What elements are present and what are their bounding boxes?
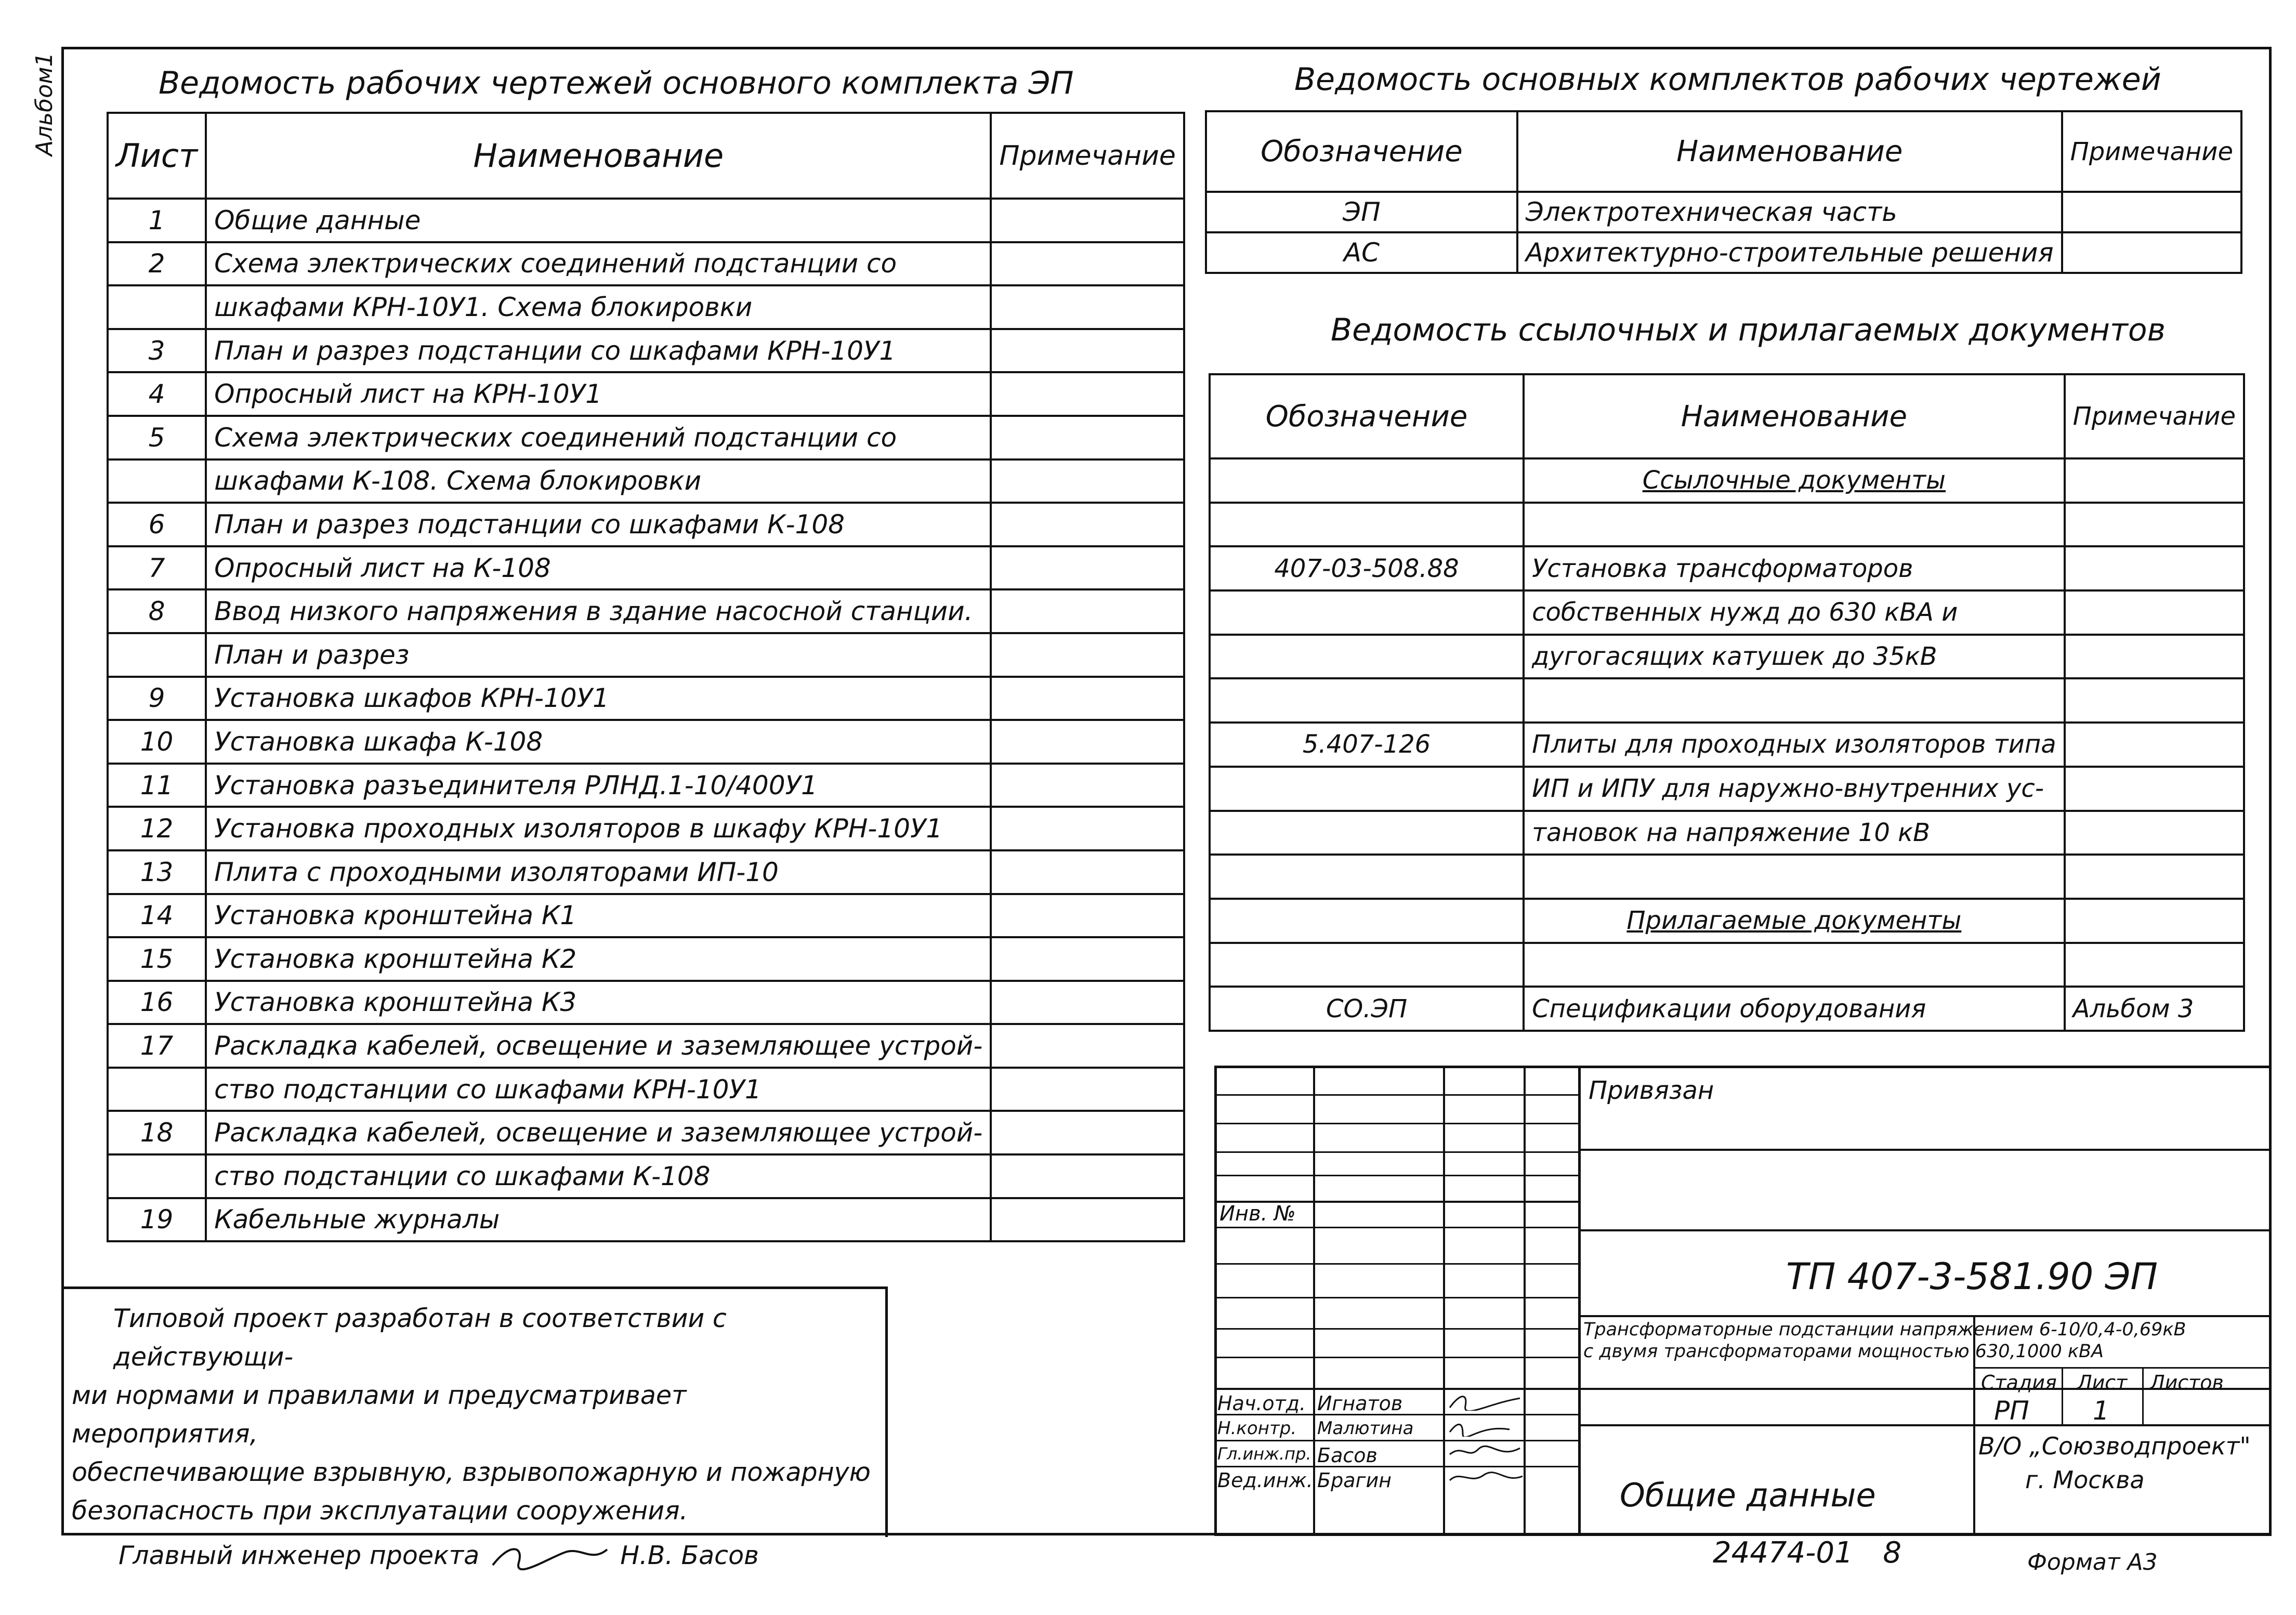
cell-note	[991, 503, 1184, 546]
table-row	[1210, 503, 2244, 547]
header-sheet: Лист	[108, 113, 206, 199]
cell-note	[991, 807, 1184, 850]
cell-note	[2065, 458, 2244, 503]
cell-note	[991, 329, 1184, 373]
cell-note	[991, 459, 1184, 503]
sheets-label: Листов	[2150, 1371, 2224, 1394]
cell-name	[1524, 855, 2065, 899]
ref-docs-table	[1209, 373, 2245, 1032]
project-description-1: Трансформаторные подстанции напряжением 6-10/0,4-0,69кВ	[1583, 1319, 2186, 1340]
cell-note	[991, 981, 1184, 1025]
staff-name: Игнатов	[1317, 1392, 1403, 1415]
table-row	[108, 372, 1184, 416]
cell-note	[991, 633, 1184, 677]
cell-first: 9	[108, 677, 206, 720]
cell-note	[2065, 943, 2244, 987]
cell-first: 13	[108, 850, 206, 894]
header-name: Наименование	[1517, 111, 2062, 192]
cell-name: Установка кронштейна К3	[206, 981, 991, 1025]
cell-name: Плита с проходными изоляторами ИП-10	[206, 850, 991, 894]
album-side-label: Альбом1	[31, 52, 58, 156]
table-row	[108, 242, 1184, 286]
cell-name: Кабельные журналы	[206, 1198, 991, 1242]
cell-name: Схема электрических соединений подстанции со	[206, 242, 991, 286]
cell-note	[2065, 811, 2244, 855]
cell-note	[2065, 590, 2244, 635]
cell-first	[1210, 590, 1524, 635]
table-row	[108, 807, 1184, 850]
table-row	[108, 459, 1184, 503]
cell-note	[991, 589, 1184, 633]
cell-first: АС	[1206, 232, 1517, 273]
cell-note	[2062, 192, 2241, 232]
cell-name: Общие данные	[206, 199, 991, 242]
signature-icon	[1447, 1444, 1525, 1462]
table-row	[1210, 899, 2244, 943]
table-row	[1210, 855, 2244, 899]
cell-first	[1210, 503, 1524, 547]
note-line: безопасность при эксплуатации сооружения.	[72, 1496, 688, 1526]
table-row	[108, 1024, 1184, 1068]
staff-role: Гл.инж.пр.	[1217, 1444, 1311, 1464]
cell-first	[1210, 458, 1524, 503]
drawing-list-title: Ведомость рабочих чертежей основного комплекта ЭП	[159, 65, 1074, 101]
cell-first	[1210, 943, 1524, 987]
staff-role: Вед.инж.	[1217, 1469, 1313, 1492]
cell-note	[2065, 767, 2244, 811]
table-row	[108, 981, 1184, 1025]
archive-page: 8	[1883, 1536, 1902, 1570]
staff-name: Брагин	[1317, 1469, 1392, 1492]
cell-name: собственных нужд до 630 кВА и	[1524, 590, 2065, 635]
cell-first	[1210, 678, 1524, 723]
cell-name: Ввод низкого напряжения в здание насосной станции.	[206, 589, 991, 633]
table-row	[108, 633, 1184, 677]
cell-first: 3	[108, 329, 206, 373]
staff-name: Басов	[1317, 1444, 1377, 1467]
stage-label: Стадия	[1981, 1371, 2057, 1394]
cell-first: 7	[108, 546, 206, 590]
signature-icon	[1447, 1393, 1525, 1411]
cell-first: 17	[108, 1024, 206, 1068]
cell-note	[991, 1068, 1184, 1111]
cell-name: Раскладка кабелей, освещение и заземляющее устрой-	[206, 1111, 991, 1154]
cell-name: Установка кронштейна К1	[206, 894, 991, 938]
cell-name: Схема электрических соединений подстанции со	[206, 416, 991, 459]
header-note: Примечание	[2062, 111, 2241, 192]
table-row	[108, 546, 1184, 590]
staff-role: Нач.отд.	[1217, 1392, 1306, 1415]
cell-first: 5.407-126	[1210, 723, 1524, 767]
table-row	[108, 894, 1184, 938]
cell-note: Альбом 3	[2065, 987, 2244, 1031]
cell-note	[2065, 678, 2244, 723]
table-row	[108, 1154, 1184, 1198]
cell-name	[1524, 503, 2065, 547]
cell-note	[991, 372, 1184, 416]
chief-engineer-label: Главный инженер проекта	[119, 1541, 480, 1570]
organization-city: г. Москва	[2025, 1466, 2145, 1494]
main-sets-title: Ведомость основных комплектов рабочих чертежей	[1294, 61, 2161, 98]
cell-note	[991, 242, 1184, 286]
signature-icon	[1447, 1419, 1525, 1437]
cell-note	[991, 850, 1184, 894]
table-row	[108, 589, 1184, 633]
drawing-list-table	[107, 112, 1185, 1242]
cell-note	[991, 937, 1184, 981]
cell-name: шкафами КРН-10У1. Схема блокировки	[206, 285, 991, 329]
cell-first	[108, 1154, 206, 1198]
inventory-number-label: Инв. №	[1219, 1202, 1296, 1226]
table-row	[108, 416, 1184, 459]
cell-note	[991, 1154, 1184, 1198]
cell-first	[1210, 635, 1524, 679]
note-line: Типовой проект разработан в соответствии с действующи-	[113, 1304, 727, 1372]
cell-note	[2065, 855, 2244, 899]
cell-first: 12	[108, 807, 206, 850]
cell-first: 16	[108, 981, 206, 1025]
table-row	[108, 1111, 1184, 1154]
table-row	[108, 285, 1184, 329]
header-name: Наименование	[1524, 374, 2065, 458]
staff-name: Малютина	[1317, 1418, 1414, 1439]
cell-first: СО.ЭП	[1210, 987, 1524, 1031]
header-name: Наименование	[206, 113, 991, 199]
cell-name: ство подстанции со шкафами КРН-10У1	[206, 1068, 991, 1111]
table-row	[1210, 943, 2244, 987]
cell-name: План и разрез	[206, 633, 991, 677]
cell-name: План и разрез подстанции со шкафами КРН-10У1	[206, 329, 991, 373]
chief-engineer-line	[72, 1537, 875, 1575]
cell-name	[1524, 943, 2065, 987]
cell-note	[2065, 899, 2244, 943]
header-designation: Обозначение	[1210, 374, 1524, 458]
sheet-label: Лист	[2077, 1371, 2128, 1394]
cell-name: шкафами К-108. Схема блокировки	[206, 459, 991, 503]
table-row	[108, 720, 1184, 764]
cell-name: Опросный лист на К-108	[206, 546, 991, 590]
ref-docs-header	[1210, 374, 2244, 458]
cell-first: 10	[108, 720, 206, 764]
table-row	[1210, 987, 2244, 1031]
drawing-list-header	[108, 113, 1184, 199]
staff-role: Н.контр.	[1217, 1418, 1297, 1439]
header-designation: Обозначение	[1206, 111, 1517, 192]
cell-name: ство подстанции со шкафами К-108	[206, 1154, 991, 1198]
main-sets-table	[1205, 110, 2242, 274]
cell-note	[991, 894, 1184, 938]
cell-note	[991, 416, 1184, 459]
cell-note	[991, 199, 1184, 242]
cell-note	[2065, 723, 2244, 767]
note-line: обеспечивающие взрывную, взрывопожарную и пожарную	[72, 1458, 871, 1487]
cell-note	[991, 720, 1184, 764]
cell-name: Спецификации оборудования	[1524, 987, 2065, 1031]
header-note: Примечание	[991, 113, 1184, 199]
cell-first: 1	[108, 199, 206, 242]
cell-first: 14	[108, 894, 206, 938]
cell-name: Установка шкафов КРН-10У1	[206, 677, 991, 720]
cell-first	[1210, 811, 1524, 855]
table-row	[1210, 723, 2244, 767]
drawing-code: ТП 407-3-581.90 ЭП	[1786, 1255, 2158, 1298]
table-row	[1210, 546, 2244, 590]
sheet-title: Общие данные	[1620, 1476, 1876, 1514]
organization-name: В/О „Союзводпроект"	[1978, 1432, 2251, 1460]
chief-signature-icon	[488, 1542, 612, 1573]
cell-note	[991, 285, 1184, 329]
cell-first	[1210, 899, 1524, 943]
table-row	[1210, 458, 2244, 503]
cell-first: 19	[108, 1198, 206, 1242]
table-row	[1206, 192, 2241, 232]
cell-first	[108, 1068, 206, 1111]
chief-engineer-name: Н.В. Басов	[620, 1541, 759, 1570]
cell-first: 11	[108, 764, 206, 807]
table-row	[108, 677, 1184, 720]
cell-first: 407-03-508.88	[1210, 546, 1524, 590]
cell-first: ЭП	[1206, 192, 1517, 232]
cell-name: Установка трансформаторов	[1524, 546, 2065, 590]
cell-first	[108, 285, 206, 329]
cell-name: Прилагаемые документы	[1524, 899, 2065, 943]
table-row	[108, 329, 1184, 373]
table-row	[108, 1068, 1184, 1111]
archive-number	[1713, 1536, 1901, 1570]
cell-note	[2065, 503, 2244, 547]
cell-note	[2062, 232, 2241, 273]
table-row	[1210, 811, 2244, 855]
cell-name: Установка кронштейна К2	[206, 937, 991, 981]
cell-first: 18	[108, 1111, 206, 1154]
cell-name: Раскладка кабелей, освещение и заземляющее устрой-	[206, 1024, 991, 1068]
cell-name: Опросный лист на КРН-10У1	[206, 372, 991, 416]
cell-first: 8	[108, 589, 206, 633]
cell-name: Ссылочные документы	[1524, 458, 2065, 503]
table-row	[1210, 678, 2244, 723]
cell-name: План и разрез подстанции со шкафами К-108	[206, 503, 991, 546]
cell-name: Плиты для проходных изоляторов типа	[1524, 723, 2065, 767]
main-sets-header	[1206, 111, 2241, 192]
note-line: ми нормами и правилами и предусматривает мероприятия,	[72, 1381, 687, 1449]
cell-first: 6	[108, 503, 206, 546]
cell-first: 15	[108, 937, 206, 981]
cell-first	[1210, 767, 1524, 811]
cell-name: Установка проходных изоляторов в шкафу КРН-10У1	[206, 807, 991, 850]
project-note	[61, 1286, 888, 1570]
cell-first	[1210, 855, 1524, 899]
cell-first: 4	[108, 372, 206, 416]
cell-name	[1524, 678, 2065, 723]
cell-first	[108, 459, 206, 503]
cell-name: Установка шкафа К-108	[206, 720, 991, 764]
cell-name: Установка разъединителя РЛНД.1-10/400У1	[206, 764, 991, 807]
cell-note	[991, 677, 1184, 720]
cell-note	[2065, 546, 2244, 590]
cell-first	[108, 633, 206, 677]
project-description-2: с двумя трансформаторами мощностью 630,1000 кВА	[1583, 1341, 2104, 1362]
table-row	[108, 850, 1184, 894]
cell-note	[991, 1111, 1184, 1154]
header-note: Примечание	[2065, 374, 2244, 458]
cell-note	[991, 1198, 1184, 1242]
cell-name: Архитектурно-строительные решения	[1517, 232, 2062, 273]
cell-note	[991, 1024, 1184, 1068]
cell-name: ИП и ИПУ для наружно-внутренних ус-	[1524, 767, 2065, 811]
cell-note	[2065, 635, 2244, 679]
archive-number-value: 24474-01	[1713, 1536, 1853, 1570]
table-row	[1210, 767, 2244, 811]
cell-name: тановок на напряжение 10 кВ	[1524, 811, 2065, 855]
title-block	[1214, 1066, 2272, 1535]
attached-label: Привязан	[1589, 1076, 1714, 1105]
cell-note	[991, 764, 1184, 807]
paper-format: Формат А3	[2027, 1549, 2158, 1575]
stage-value: РП	[1994, 1396, 2029, 1426]
cell-first: 5	[108, 416, 206, 459]
table-row	[1210, 635, 2244, 679]
cell-first: 2	[108, 242, 206, 286]
table-row	[108, 199, 1184, 242]
cell-note	[991, 546, 1184, 590]
table-row	[108, 503, 1184, 546]
table-row	[1210, 590, 2244, 635]
cell-name: дугогасящих катушек до 35кВ	[1524, 635, 2065, 679]
cell-name: Электротехническая часть	[1517, 192, 2062, 232]
sheet-value: 1	[2093, 1396, 2109, 1426]
signature-icon	[1447, 1469, 1525, 1487]
table-row	[108, 937, 1184, 981]
table-row	[1206, 232, 2241, 273]
table-row	[108, 764, 1184, 807]
ref-docs-title: Ведомость ссылочных и прилагаемых документов	[1331, 312, 2166, 348]
table-row	[108, 1198, 1184, 1242]
